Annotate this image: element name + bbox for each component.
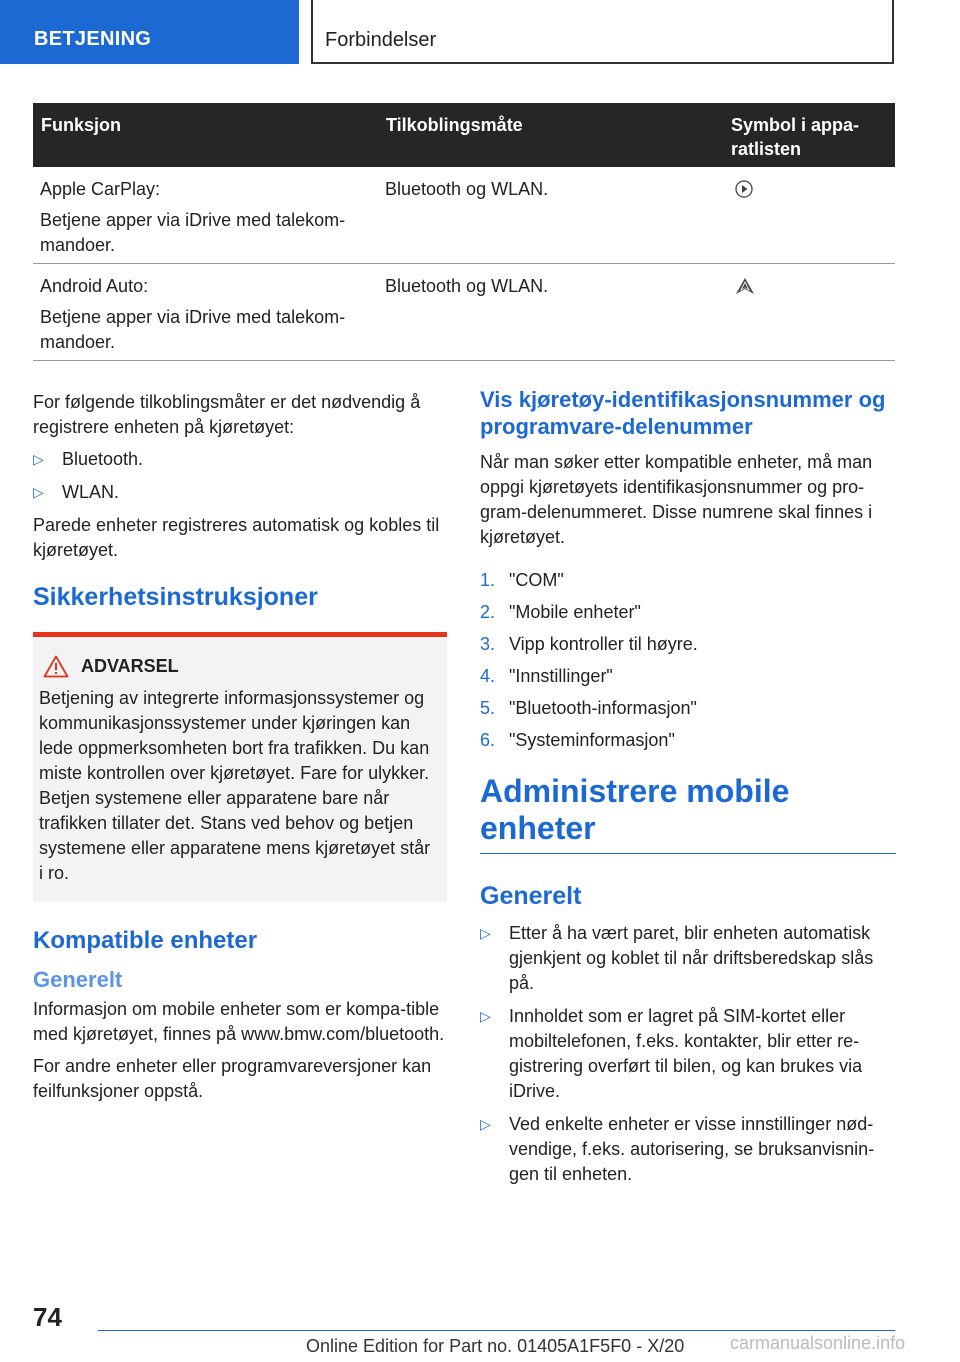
table-cell — [723, 167, 895, 263]
triangle-bullet-icon: ▷ — [480, 1116, 491, 1132]
table-cell — [33, 167, 378, 263]
header-line: ratlisten — [731, 139, 802, 159]
table-header-cell: Funksjon — [41, 115, 121, 135]
step-item — [480, 728, 896, 753]
list-item — [480, 1004, 896, 1104]
step-text: Vipp kontroller til høyre. — [509, 634, 698, 654]
step-number: 2. — [480, 602, 496, 622]
list-item — [480, 921, 896, 996]
warning-title-text: ADVARSEL — [81, 656, 179, 676]
warning-box — [33, 632, 447, 902]
left-column — [33, 390, 447, 1111]
table-cell: Bluetooth og WLAN. — [385, 276, 549, 296]
page-number: 74 — [33, 1302, 62, 1332]
compat-heading: Kompatible enheter — [33, 927, 258, 954]
intro-text: For følgende tilkoblingsmåter er det nødvendig å registrere enheten på kjøretøyet: — [33, 392, 421, 437]
table-row — [33, 264, 895, 361]
safety-heading: Sikkerhetsinstruksjoner — [33, 583, 318, 611]
step-item — [480, 696, 896, 721]
table-cell — [33, 264, 378, 360]
table-header — [33, 103, 895, 167]
table-row — [33, 167, 895, 264]
triangle-bullet-icon: ▷ — [33, 451, 44, 467]
manage-heading: Administrere mobile enheter — [480, 773, 896, 854]
step-item — [480, 600, 896, 625]
step-item — [480, 632, 896, 657]
info-text: Informasjon om mobile enheter som er kompa-tible med kjøretøyet, finnes på www.bmw.com/bluetooth. — [33, 999, 445, 1044]
list-item-text: WLAN. — [62, 482, 120, 502]
triangle-bullet-icon: ▷ — [480, 925, 491, 941]
list-item — [480, 1112, 896, 1187]
footer-divider — [98, 1330, 895, 1331]
carplay-icon — [734, 179, 754, 199]
warning-body: Betjening av integrerte informasjonssystemer og kommunikasjonssystemer under kjøringen kan lede oppmerksomheten bort fra trafikken. Du kan miste kontrollen over kjøretøyet. Fare for ulykker. Betjen systemene eller apparatene bare når trafikken tillater det. Stans ved behov og betjen systemene eller apparatene mens kjøretøyet står i ro. — [39, 688, 431, 883]
list-item — [33, 447, 447, 472]
edition-text: Online Edition for Part no. 01405A1F5F0 - X/20 — [306, 1336, 685, 1356]
list-item-text: Bluetooth. — [62, 449, 144, 469]
step-text: "COM" — [509, 570, 564, 590]
function-desc: Betjene apper via iDrive med talekom-mandoer. — [40, 307, 346, 352]
list-item-text: Ved enkelte enheter er visse innstillinger nød-vendige, f.eks. autorisering, se bruksanvisnin-gen til enheten. — [509, 1114, 875, 1184]
triangle-bullet-icon: ▷ — [480, 1008, 491, 1024]
manage-list — [480, 921, 896, 1187]
other-text: For andre enheter eller programvareversjoner kan feilfunksjoner oppstå. — [33, 1056, 432, 1101]
vin-heading: Vis kjøretøy-identifikasjonsnummer og programvare-delenummer — [480, 387, 886, 439]
step-text: "Innstillinger" — [509, 666, 613, 686]
list-item-text: Etter å ha vært paret, blir enheten automatisk gjenkjent og koblet til når driftsberedskap slås på. — [509, 923, 874, 993]
table-header-cell — [723, 103, 895, 167]
watermark: carmanualsonline.info — [730, 1333, 906, 1353]
step-number: 4. — [480, 666, 496, 686]
section-title: BETJENING — [34, 28, 152, 50]
warning-title — [39, 655, 439, 678]
connection-list — [33, 447, 447, 505]
header-line: Symbol i appa- — [731, 115, 860, 135]
step-item — [480, 664, 896, 689]
list-item — [33, 480, 447, 505]
step-number: 6. — [480, 730, 496, 750]
function-name: Apple CarPlay: — [40, 179, 161, 199]
step-number: 3. — [480, 634, 496, 654]
table-cell: Bluetooth og WLAN. — [385, 179, 549, 199]
triangle-bullet-icon: ▷ — [33, 484, 44, 500]
paired-text: Parede enheter registreres automatisk og kobles til kjøretøyet. — [33, 515, 440, 560]
step-text: "Bluetooth-informasjon" — [509, 698, 697, 718]
connections-table — [33, 103, 895, 361]
warning-triangle-icon — [43, 655, 69, 678]
steps-list — [480, 568, 896, 753]
function-name: Android Auto: — [40, 276, 149, 296]
table-header-cell: Tilkoblingsmåte — [386, 115, 523, 135]
step-item — [480, 568, 896, 593]
chapter-title: Forbindelser — [325, 29, 437, 51]
general-heading: Generelt — [33, 967, 123, 992]
step-text: "Mobile enheter" — [509, 602, 641, 622]
table-cell — [723, 264, 895, 360]
step-number: 1. — [480, 570, 496, 590]
android-auto-icon — [734, 276, 756, 296]
right-column — [480, 386, 896, 1195]
vin-text: Når man søker etter kompatible enheter, må man oppgi kjøretøyets identifikasjonsnummer og pro-gram-delenummeret. Disse numrene skal finnes i kjøretøyet. — [480, 452, 873, 547]
list-item-text: Innholdet som er lagret på SIM-kortet eller mobiltelefonen, f.eks. kontakter, blir etter re-gistrering overført til bilen, og kan brukes via iDrive. — [509, 1006, 863, 1101]
general-heading: Generelt — [480, 882, 582, 910]
function-desc: Betjene apper via iDrive med talekom-mandoer. — [40, 210, 346, 255]
step-number: 5. — [480, 698, 496, 718]
step-text: "Systeminformasjon" — [509, 730, 675, 750]
